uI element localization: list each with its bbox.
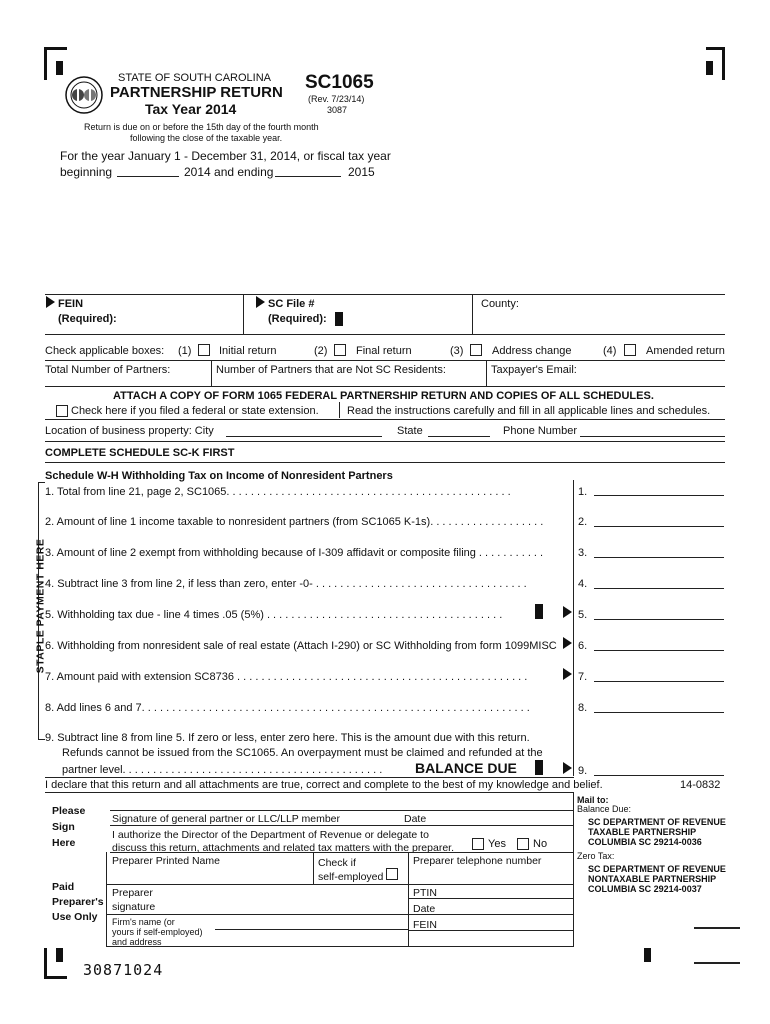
self-employed-checkbox[interactable] — [386, 868, 398, 880]
line-7-number: 7. — [578, 671, 588, 683]
line-3-amount[interactable] — [594, 557, 724, 558]
line-1-amount[interactable] — [594, 495, 724, 496]
checkbox-4-num: (4) — [603, 345, 617, 357]
firm-name-label-1: Firm's name (or — [112, 917, 175, 927]
line-9-amount[interactable] — [594, 775, 724, 776]
form-title: PARTNERSHIP RETURN — [110, 84, 283, 101]
authorize-text-2: discuss this return, attachments and related tax matters with the preparer. — [112, 842, 454, 854]
state-seal-icon — [65, 76, 103, 114]
attach-notice: ATTACH A COPY OF FORM 1065 FEDERAL PARTNERSHIP RETURN AND COPIES OF ALL SCHEDULES. — [113, 390, 654, 402]
paid-label: Paid — [52, 881, 75, 893]
begin-date-line[interactable] — [117, 176, 179, 177]
ptin-label: PTIN — [413, 887, 437, 899]
line-6-number: 6. — [578, 640, 588, 652]
preparer-fein-label: FEIN — [413, 919, 437, 931]
checkbox-1-num: (1) — [178, 345, 192, 357]
authorize-text-1: I authorize the Director of the Department of Revenue or delegate to — [112, 829, 429, 841]
phone-label: Phone Number — [503, 425, 577, 437]
preparer-date-label: Date — [413, 903, 436, 915]
line-9-arrow-icon — [563, 762, 572, 774]
preparer-printed-name-label: Preparer Printed Name — [112, 855, 220, 867]
county-label: County: — [481, 298, 519, 310]
tax-year: Tax Year 2014 — [145, 101, 237, 117]
extension-checkbox[interactable] — [56, 405, 68, 417]
line-4-number: 4. — [578, 578, 588, 590]
sign-label: Sign — [52, 821, 75, 833]
registration-block — [56, 948, 63, 962]
final-return-checkbox[interactable] — [334, 344, 346, 356]
signature-date-label: Date — [404, 813, 427, 825]
address-change-checkbox[interactable] — [470, 344, 482, 356]
self-employed-label: self-employed — [318, 871, 384, 883]
preparer-phone-label: Preparer telephone number — [413, 855, 542, 867]
balance-address-1: SC DEPARTMENT OF REVENUE — [588, 817, 726, 827]
registration-block — [644, 948, 651, 962]
firm-name-line[interactable] — [215, 929, 408, 930]
no-label: No — [533, 838, 548, 850]
line-8-number: 8. — [578, 702, 588, 714]
total-partners-label: Total Number of Partners: — [45, 364, 171, 376]
final-return-label: Final return — [356, 345, 412, 357]
line-5-amount[interactable] — [594, 619, 724, 620]
checkbox-2-num: (2) — [314, 345, 328, 357]
line-5-number: 5. — [578, 609, 588, 621]
schedule-title: Schedule W-H Withholding Tax on Income of Nonresident Partners — [45, 470, 393, 482]
please-label: Please — [52, 805, 86, 817]
yes-label: Yes — [488, 838, 506, 850]
revision: (Rev. 7/23/14) — [308, 94, 365, 104]
zero-address-2: NONTAXABLE PARTNERSHIP — [588, 874, 717, 884]
line-6-label: 6. Withholding from nonresident sale of real estate (Attach I-290) or SC Withholding from form 1099MISC — [45, 640, 557, 652]
initial-return-label: Initial return — [219, 345, 277, 357]
declaration: I declare that this return and all attachments are true, correct and complete to the best of my knowledge and belief. — [45, 779, 603, 791]
zero-tax-label: Zero Tax: — [577, 851, 615, 861]
checkbox-3-num: (3) — [450, 345, 464, 357]
mail-to-label: Mail to: — [577, 795, 609, 805]
form-code-number: 14-0832 — [680, 779, 721, 791]
line-9-label-b: Refunds cannot be issued from the SC1065. An overpayment must be claimed and refunded at the — [62, 747, 543, 759]
sc-file-arrow-icon — [256, 296, 265, 308]
line-3-number: 3. — [578, 547, 588, 559]
registration-block — [535, 760, 543, 775]
line-1-label: 1. Total from line 21, page 2, SC1065. . . . . . . . . . . . . . . . . . . . . . . . . . . . . . . . . . . . . . . . . . . . . . . — [45, 486, 511, 498]
fein-arrow-icon — [46, 296, 55, 308]
line-1-number: 1. — [578, 486, 588, 498]
line-8-label: 8. Add lines 6 and 7. . . . . . . . . . . . . . . . . . . . . . . . . . . . . . . . . . . . . . . . . . . . . . . . . . . . . . . . . . . . . . . . — [45, 702, 530, 714]
line-7-amount[interactable] — [594, 681, 724, 682]
zero-address-3: COLUMBIA SC 29214-0037 — [588, 884, 702, 894]
amended-return-checkbox[interactable] — [624, 344, 636, 356]
check-boxes-lead: Check applicable boxes: — [45, 345, 165, 357]
line-8-amount[interactable] — [594, 712, 724, 713]
phone-line[interactable] — [580, 436, 725, 437]
line-6-amount[interactable] — [594, 650, 724, 651]
line-3-label: 3. Amount of line 2 exempt from withholding because of I-309 affidavit or composite filing . . . . . . . . . . . — [45, 547, 544, 559]
city-line[interactable] — [226, 436, 382, 437]
fein-label: FEIN — [58, 298, 84, 310]
signature-label: Signature of general partner or LLC/LLP member — [112, 813, 341, 825]
line-4-amount[interactable] — [594, 588, 724, 589]
due-notice: Return is due on or before the 15th day of the fourth month — [84, 122, 319, 132]
here-label: Here — [52, 837, 76, 849]
line-2-amount[interactable] — [594, 526, 724, 527]
state-line[interactable] — [428, 436, 490, 437]
line-7-arrow-icon — [563, 668, 572, 680]
authorize-no-checkbox[interactable] — [517, 838, 529, 850]
balance-due-mail-label: Balance Due: — [577, 804, 632, 814]
location-label: Location of business property: City — [45, 425, 214, 437]
preparers-label: Preparer's — [52, 896, 104, 908]
balance-address-3: COLUMBIA SC 29214-0036 — [588, 837, 702, 847]
check-if-label: Check if — [318, 857, 356, 869]
line-7-label: 7. Amount paid with extension SC8736 . . . . . . . . . . . . . . . . . . . . . . . . . . . . . . . . . . . . . . . . . . . . . . . . — [45, 671, 528, 683]
and-ending-label: 2014 and ending — [184, 165, 274, 179]
firm-name-label-2: yours if self-employed) — [112, 927, 203, 937]
sc-file-required: (Required): — [268, 313, 327, 325]
line-5-label: 5. Withholding tax due - line 4 times .05 (5%) . . . . . . . . . . . . . . . . . . . . . . . . . . . . . . . . . . . . . . . — [45, 609, 503, 621]
schedule-note: COMPLETE SCHEDULE SC-K FIRST — [45, 447, 235, 459]
nonresident-partners-label: Number of Partners that are Not SC Residents: — [216, 364, 446, 376]
due-notice-2: following the close of the taxable year. — [130, 133, 283, 143]
line-2-number: 2. — [578, 516, 588, 528]
extension-label: Check here if you filed a federal or state extension. — [71, 405, 319, 417]
registration-block — [335, 312, 343, 326]
authorize-yes-checkbox[interactable] — [472, 838, 484, 850]
amended-return-label: Amended return — [646, 345, 725, 357]
taxpayer-email-label: Taxpayer's Email: — [491, 364, 577, 376]
use-only-label: Use Only — [52, 911, 98, 923]
year-line: For the year January 1 - December 31, 2014, or fiscal tax year — [60, 149, 391, 163]
initial-return-checkbox[interactable] — [198, 344, 210, 356]
firm-name-label-3: and address — [112, 937, 162, 947]
line-9-label-a: 9. Subtract line 8 from line 5. If zero or less, enter zero here. This is the amount due with this return. — [45, 732, 530, 744]
registration-block — [56, 61, 63, 75]
preparer-label: Preparer — [112, 887, 153, 899]
zero-address-1: SC DEPARTMENT OF REVENUE — [588, 864, 726, 874]
address-change-label: Address change — [492, 345, 572, 357]
instructions-note: Read the instructions carefully and fill in all applicable lines and schedules. — [347, 405, 711, 417]
form-code: 3087 — [327, 105, 348, 115]
end-year: 2015 — [348, 165, 375, 179]
line-6-arrow-icon — [563, 637, 572, 649]
line-9-number: 9. — [578, 765, 588, 777]
line-9-label-c: partner level. . . . . . . . . . . . . . . . . . . . . . . . . . . . . . . . . . . . . . . . . . . — [62, 764, 383, 776]
sc-file-label: SC File # — [268, 298, 315, 310]
line-5-arrow-icon — [563, 606, 572, 618]
line-4-label: 4. Subtract line 3 from line 2, if less than zero, enter -0- . . . . . . . . . . . . . . . . . . . . . . . . . . . . . . . . . . . — [45, 578, 527, 590]
balance-address-2: TAXABLE PARTNERSHIP — [588, 827, 697, 837]
staple-payment-text: STAPLE PAYMENT HERE — [34, 538, 47, 674]
registration-block — [535, 604, 543, 619]
barcode-number: 30871024 — [83, 961, 164, 979]
beginning-label: beginning — [60, 165, 113, 179]
preparer-signature-label: signature — [112, 901, 156, 913]
form-number: SC1065 — [305, 72, 374, 93]
fein-required: (Required): — [58, 313, 117, 325]
signature-line[interactable] — [110, 810, 574, 811]
registration-block — [706, 61, 713, 75]
line-2-label: 2. Amount of line 1 income taxable to nonresident partners (from SC1065 K-1s). . . . . . . . . . . . . . . . . . . — [45, 516, 544, 528]
state-name: STATE OF SOUTH CAROLINA — [118, 72, 271, 84]
balance-due-label: BALANCE DUE — [415, 760, 517, 776]
state-label: State — [397, 425, 423, 437]
end-date-line[interactable] — [275, 176, 341, 177]
